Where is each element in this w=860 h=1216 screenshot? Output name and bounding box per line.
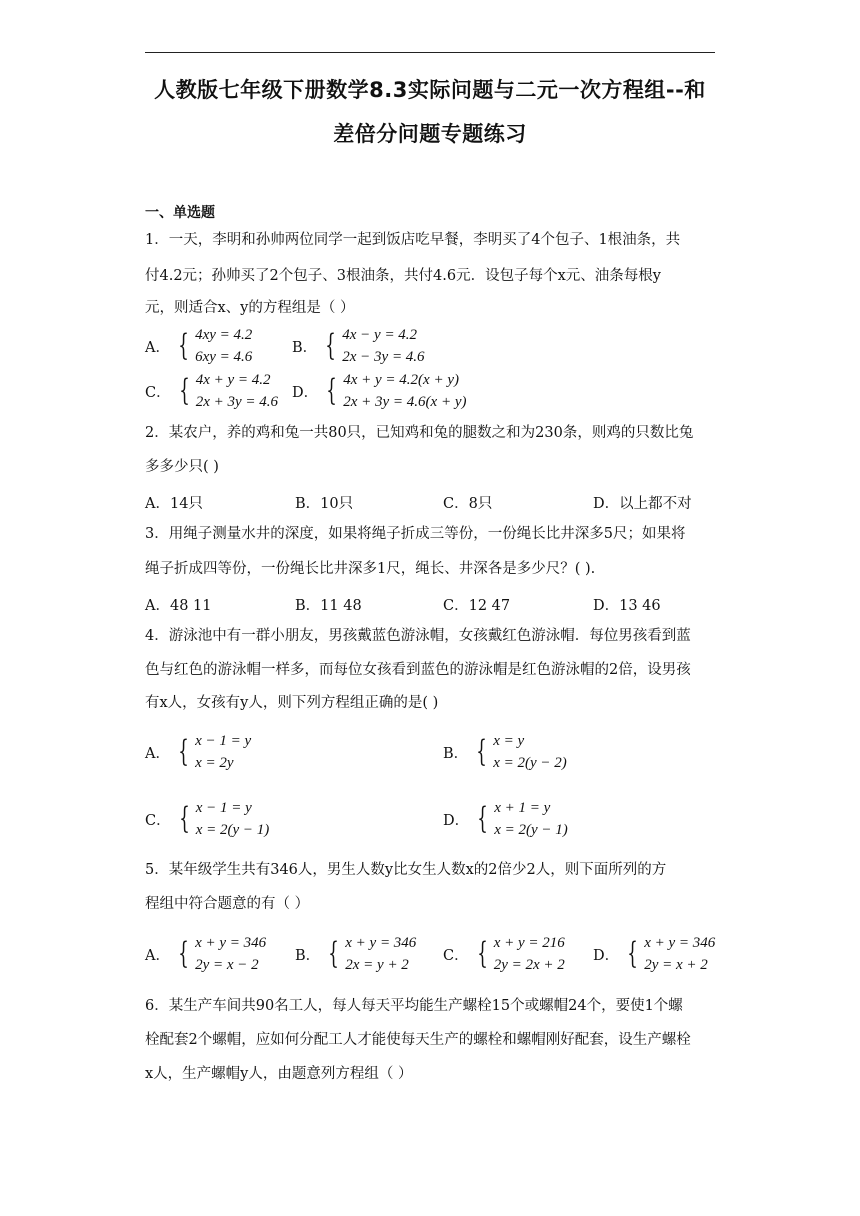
- q1-option-d[interactable]: [292, 369, 466, 413]
- q2-text-line1: 2．某农户，养的鸡和兔一共80只，已知鸡和兔的腿数之和为230条，则鸡的只数比兔: [145, 425, 694, 441]
- equation-1: x + y = 346: [195, 935, 267, 951]
- q2-option-d[interactable]: D．以上都不对: [593, 496, 692, 512]
- q4-text-line3: 有x人，女孩有y人，则下列方程组正确的是( ): [145, 695, 439, 711]
- q1-option-a[interactable]: [145, 324, 252, 368]
- option-label: B．: [443, 745, 469, 762]
- q6-text-line3: x人，生产螺帽y人，由题意列方程组（ ）: [145, 1066, 413, 1082]
- equation-1: x + y = 346: [644, 935, 716, 951]
- brace-icon: {: [477, 801, 488, 836]
- q4-option-b[interactable]: [443, 730, 567, 774]
- equation-1: 4x + y = 4.2(x + y): [343, 372, 459, 388]
- q5-text-line2: 程组中符合题意的有（ ）: [145, 896, 310, 912]
- brace-icon: {: [326, 373, 337, 408]
- brace-icon: {: [178, 328, 189, 363]
- q2-text-line2: 多多少只( ): [145, 459, 219, 475]
- option-label: C．: [145, 384, 171, 401]
- equation-1: 4xy = 4.2: [195, 327, 253, 343]
- equation-1: x + 1 = y: [494, 800, 551, 816]
- equation-1: x + y = 216: [493, 935, 565, 951]
- q5-text-line1: 5．某年级学生共有346人，男生人数y比女生人数x的2倍少2人，则下面所列的方: [145, 862, 667, 878]
- q5-option-c[interactable]: [443, 932, 565, 976]
- q5-option-a[interactable]: [145, 932, 266, 976]
- equation-1: 4x + y = 4.2: [195, 372, 271, 388]
- equation-2: 6xy = 4.6: [195, 349, 253, 365]
- q4-option-a[interactable]: [145, 730, 251, 774]
- brace-icon: {: [178, 734, 189, 769]
- equation-2: 2x − 3y = 4.6: [342, 349, 425, 365]
- q4-option-d[interactable]: [443, 797, 568, 841]
- equation-1: x = y: [493, 733, 525, 749]
- brace-icon: {: [178, 801, 190, 836]
- brace-icon: {: [627, 936, 638, 971]
- equation-2: 2y = x + 2: [644, 957, 708, 973]
- q6-text-line2: 栓配套2个螺帽，应如何分配工人才能使每天生产的螺栓和螺帽刚好配套，设生产螺栓: [145, 1032, 691, 1048]
- equation-1: x + y = 346: [345, 935, 417, 951]
- option-label: D．: [443, 812, 470, 829]
- brace-icon: {: [178, 373, 190, 408]
- option-label: D．: [292, 384, 319, 401]
- brace-icon: {: [476, 936, 488, 971]
- q1-option-c[interactable]: [145, 369, 278, 413]
- equation-2: 2x + 3y = 4.6: [195, 394, 279, 410]
- equation-2: x = 2(y − 1): [195, 822, 270, 838]
- q4-text-line1: 4．游泳池中有一群小朋友，男孩戴蓝色游泳帽，女孩戴红色游泳帽．每位男孩看到蓝: [145, 628, 691, 644]
- q1-text-line3: 元，则适合x、y的方程组是（ ）: [145, 300, 355, 316]
- q5-option-b[interactable]: [295, 932, 416, 976]
- q4-text-line2: 色与红色的游泳帽一样多，而每位女孩看到蓝色的游泳帽是红色游泳帽的2倍，设男孩: [145, 662, 691, 678]
- equation-2: x = 2(y − 1): [494, 822, 568, 838]
- q2-option-c[interactable]: C．8只: [443, 496, 493, 512]
- option-label: A．: [145, 339, 170, 356]
- option-label: B．: [295, 947, 321, 964]
- q3-option-c[interactable]: C．12 47: [443, 598, 511, 614]
- option-label: A．: [145, 947, 170, 964]
- q3-text-line1: 3．用绳子测量水井的深度，如果将绳子折成三等份，一份绳长比井深多5尺；如果将: [145, 526, 686, 542]
- equation-1: x − 1 = y: [195, 733, 252, 749]
- equation-2: x = 2y: [195, 755, 234, 771]
- option-label: D．: [593, 947, 620, 964]
- equation-2: 2x = y + 2: [345, 957, 409, 973]
- brace-icon: {: [178, 936, 189, 971]
- top-rule: [145, 52, 715, 53]
- page-title-line2: 差倍分问题专题练习: [333, 122, 527, 146]
- brace-icon: {: [325, 328, 336, 363]
- option-label: B．: [292, 339, 318, 356]
- page-title-line1: 人教版七年级下册数学8.3实际问题与二元一次方程组--和: [154, 78, 706, 102]
- q6-text-line1: 6．某生产车间共90名工人，每人每天平均能生产螺栓15个或螺帽24个，要使1个螺: [145, 998, 683, 1014]
- q5-option-d[interactable]: [593, 932, 715, 976]
- q2-option-b[interactable]: B．10只: [295, 496, 354, 512]
- q3-text-line2: 绳子折成四等份，一份绳长比井深多1尺，绳长、井深各是多少尺？( ).: [145, 561, 596, 577]
- equation-2: x = 2(y − 2): [493, 755, 567, 771]
- q1-text-line2: 付4.2元；孙帅买了2个包子、3根油条，共付4.6元．设包子每个x元、油条每根y: [145, 268, 661, 284]
- q4-option-c[interactable]: [145, 797, 269, 841]
- q1-option-b[interactable]: [292, 324, 425, 368]
- section-heading: 一、单选题: [145, 205, 215, 221]
- q2-option-a[interactable]: A．14只: [145, 496, 203, 512]
- option-label: C．: [145, 812, 171, 829]
- option-label: C．: [443, 947, 469, 964]
- equation-1: 4x − y = 4.2: [342, 327, 418, 343]
- brace-icon: {: [328, 936, 339, 971]
- brace-icon: {: [476, 734, 487, 769]
- q3-option-a[interactable]: A．48 11: [145, 598, 212, 614]
- equation-2: 2x + 3y = 4.6(x + y): [343, 394, 467, 410]
- q3-option-d[interactable]: D．13 46: [593, 598, 661, 614]
- equation-1: x − 1 = y: [195, 800, 252, 816]
- equation-2: 2y = 2x + 2: [493, 957, 565, 973]
- equation-2: 2y = x − 2: [195, 957, 259, 973]
- option-label: A．: [145, 745, 170, 762]
- q1-text-line1: 1．一天，李明和孙帅两位同学一起到饭店吃早餐，李明买了4个包子、1根油条，共: [145, 232, 681, 248]
- q3-option-b[interactable]: B．11 48: [295, 598, 362, 614]
